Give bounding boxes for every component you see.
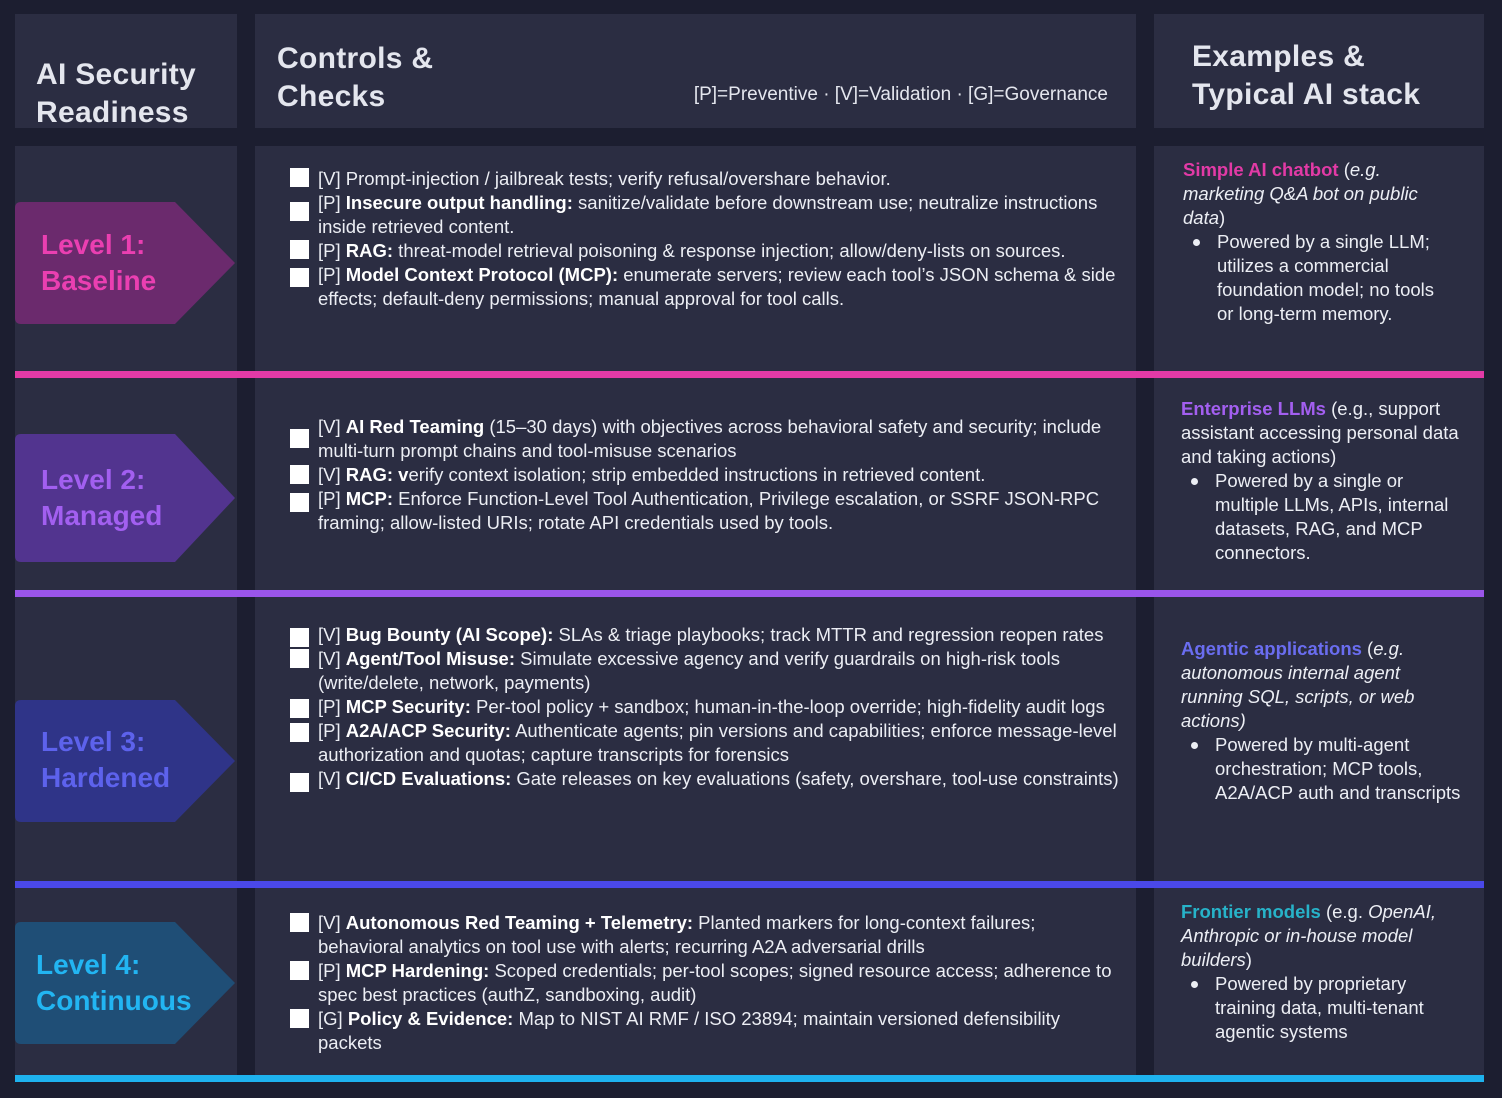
- header-readiness-title: [36, 56, 196, 132]
- level2-example: [1181, 397, 1471, 565]
- separator-level4: [15, 1075, 1484, 1082]
- checkbox-icon[interactable]: [290, 202, 309, 221]
- level2-example-title: [1181, 397, 1471, 469]
- check-tag: [V]: [318, 768, 346, 789]
- example-italic: e.g. marketing Q&A bot on public data: [1183, 159, 1418, 228]
- level1-example-bullet: Powered by a single LLM; utilizes a commercial foundation model; no tools or long-term memory.: [1183, 230, 1453, 326]
- check-tag: [V]: [318, 624, 346, 645]
- level2-badge: [15, 434, 235, 562]
- check-text: Per-tool policy + sandbox; human-in-the-loop override; high-fidelity audit logs: [470, 696, 1105, 717]
- level1-check-1: [290, 167, 1120, 191]
- level3-label-line2: Hardened: [41, 762, 171, 793]
- check-tag: [P]: [318, 696, 346, 717]
- check-text: Planted markers for long-context failures; behavioral analytics on tool use with alerts; recurring A2A adversarial drills: [318, 912, 1036, 957]
- checkbox-icon[interactable]: [290, 168, 309, 187]
- example-highlight: Enterprise LLMs: [1181, 398, 1326, 419]
- checkbox-icon[interactable]: [290, 723, 309, 742]
- checkbox-icon[interactable]: [290, 649, 309, 668]
- level3-example: [1181, 637, 1466, 805]
- check-bold: CI/CD Evaluations:: [345, 768, 512, 789]
- check-text: erify context isolation; strip embedded instructions in retrieved content.: [408, 464, 986, 485]
- check-tag: [P]: [318, 720, 346, 741]
- level3-badge: [15, 700, 235, 822]
- separator-level2: [15, 590, 1484, 597]
- level3-label-line1: Level 3:: [41, 726, 146, 757]
- example-open: (: [1325, 398, 1338, 419]
- check-tag: [P]: [318, 240, 346, 261]
- example-open: (e.g.: [1320, 901, 1369, 922]
- level4-check-3: [290, 1007, 1120, 1055]
- level3-example-bullet: Powered by multi-agent orchestration; MCP tools, A2A/ACP auth and transcripts: [1181, 733, 1466, 805]
- check-tag: [P]: [318, 264, 346, 285]
- check-bold: Model Context Protocol (MCP):: [345, 264, 619, 285]
- checkbox-icon[interactable]: [290, 961, 309, 980]
- example-close: ): [1245, 949, 1252, 970]
- check-bold: Insecure output handling:: [345, 192, 573, 213]
- level2-check-3: [290, 487, 1120, 535]
- level3-check-4: [290, 719, 1120, 767]
- example-italic: e.g. autonomous internal agent running SQL, scripts, or web actions): [1181, 638, 1415, 731]
- header-readiness-line1: AI Security: [36, 58, 197, 91]
- checkbox-icon[interactable]: [290, 465, 309, 484]
- level4-check-2: [290, 959, 1120, 1007]
- header-readiness-panel: [15, 14, 237, 128]
- check-bold: Autonomous Red Teaming + Telemetry:: [345, 912, 694, 933]
- level1-badge: [15, 202, 235, 324]
- check-tag: [V]: [318, 912, 346, 933]
- level2-check-1: [290, 415, 1120, 463]
- check-bold: Policy & Evidence:: [347, 1008, 514, 1029]
- check-bold: RAG:: [345, 240, 394, 261]
- check-text: threat-model retrieval poisoning & response injection; allow/deny-lists on sources.: [393, 240, 1066, 261]
- level3-checks: [290, 623, 1120, 791]
- level4-badge: [15, 922, 235, 1044]
- check-tag: [G]: [318, 1008, 348, 1029]
- checkbox-icon[interactable]: [290, 1009, 309, 1028]
- example-highlight: Frontier models: [1181, 901, 1321, 922]
- separator-level3: [15, 881, 1484, 888]
- checkbox-icon[interactable]: [290, 493, 309, 512]
- check-text: Simulate excessive agency and verify guardrails on high-risk tools (write/delete, network, payments): [318, 648, 1060, 693]
- check-bold: A2A/ACP Security:: [345, 720, 511, 741]
- legend-text: [P]=Preventive · [V]=Validation · [G]=Governance: [693, 84, 1108, 105]
- example-highlight: Agentic applications: [1181, 638, 1362, 659]
- level2-label-line2: Managed: [41, 500, 163, 531]
- level4-label: [36, 947, 192, 1019]
- check-bold: Agent/Tool Misuse:: [345, 648, 516, 669]
- checkbox-icon[interactable]: [290, 699, 309, 718]
- level1-check-2: [290, 191, 1120, 239]
- example-close: ): [1330, 446, 1337, 467]
- check-text: sanitize/validate before downstream use; neutralize instructions inside retrieved content.: [318, 192, 1098, 237]
- level1-example-title: [1183, 158, 1453, 230]
- level2-label-line1: Level 2:: [41, 464, 146, 495]
- check-text: enumerate servers; review each tool’s JSON schema & side effects; default-deny permissions; manual approval for tool calls.: [318, 264, 1116, 309]
- check-text: Scoped credentials; per-tool scopes; signed resource access; adherence to spec best practices (authZ, sandboxing, audit): [318, 960, 1112, 1005]
- check-tag: [V]: [318, 464, 346, 485]
- check-tag: [P]: [318, 960, 346, 981]
- checkbox-icon[interactable]: [290, 913, 309, 932]
- level4-label-line2: Continuous: [36, 985, 192, 1016]
- level1-label-line2: Baseline: [41, 265, 157, 296]
- level1-example: [1183, 158, 1453, 326]
- level2-checks: [290, 415, 1120, 535]
- level3-label: [41, 724, 170, 796]
- header-examples-line2: Typical AI stack: [1192, 78, 1421, 111]
- level1-label-line1: Level 1:: [41, 229, 146, 260]
- check-tag: [P]: [318, 192, 346, 213]
- level4-label-line1: Level 4:: [36, 949, 141, 980]
- header-examples-title: [1192, 38, 1420, 114]
- level4-example-bullet: Powered by proprietary training data, multi-tenant agentic systems: [1181, 972, 1471, 1044]
- check-text: Map to NIST AI RMF / ISO 23894; maintain versioned defensibility packets: [318, 1008, 1061, 1053]
- level2-label: [41, 462, 162, 534]
- level3-check-5: [290, 767, 1120, 791]
- check-text: SLAs & triage playbooks; track MTTR and regression reopen rates: [553, 624, 1104, 645]
- check-tag: [V]: [318, 168, 346, 189]
- check-bold: Bug Bounty (AI Scope):: [345, 624, 554, 645]
- level2-check-2: [290, 463, 1120, 487]
- separator-level1: [15, 371, 1484, 378]
- checkbox-icon[interactable]: [290, 773, 309, 792]
- check-bold: MCP:: [345, 488, 394, 509]
- check-tag: [P]: [318, 488, 346, 509]
- level1-check-3: [290, 239, 1120, 263]
- check-bold: RAG: v: [345, 464, 409, 485]
- level3-example-title: [1181, 637, 1466, 733]
- checkbox-icon[interactable]: [290, 429, 309, 448]
- level1-check-4: [290, 263, 1120, 311]
- level1-checks: [290, 167, 1120, 311]
- check-text: Authenticate agents; pin versions and capabilities; enforce message-level authorization and quotas; capture transcripts for forensics: [318, 720, 1117, 765]
- checkbox-icon[interactable]: [290, 268, 309, 287]
- level4-example-title: [1181, 900, 1471, 972]
- header-examples-line1: Examples &: [1192, 40, 1366, 73]
- header-examples-panel: [1154, 14, 1484, 128]
- check-bold: MCP Hardening:: [345, 960, 490, 981]
- example-highlight: Simple AI chatbot: [1183, 159, 1339, 180]
- level3-check-3: [290, 695, 1120, 719]
- example-open: (: [1338, 159, 1350, 180]
- check-text: Enforce Function-Level Tool Authentication, Privilege escalation, or SSRF JSON-RPC framing; allow-listed URIs; rotate API credentials used by tools.: [318, 488, 1100, 533]
- example-close: ): [1219, 207, 1226, 228]
- example-italic: OpenAI, Anthropic or in-house model builders: [1181, 901, 1437, 970]
- example-open: (: [1361, 638, 1374, 659]
- level4-check-1: [290, 911, 1120, 959]
- checkbox-icon[interactable]: [290, 240, 309, 259]
- example-plain: e.g., support assistant accessing personal data and taking actions: [1181, 398, 1459, 467]
- header-controls-line1: Controls &: [277, 42, 434, 75]
- check-tag: [V]: [318, 648, 346, 669]
- check-text: Gate releases on key evaluations (safety, overshare, tool-use constraints): [511, 768, 1119, 789]
- header-controls-title: [277, 40, 433, 116]
- level2-example-bullet: Powered by a single or multiple LLMs, APIs, internal datasets, RAG, and MCP connectors.: [1181, 469, 1471, 565]
- level4-example: [1181, 900, 1471, 1044]
- level3-check-2: [290, 647, 1120, 695]
- check-tag: [V]: [318, 416, 346, 437]
- check-bold: AI Red Teaming: [345, 416, 485, 437]
- level4-checks: [290, 911, 1120, 1055]
- header-controls-line2: Checks: [277, 80, 386, 113]
- check-text: Prompt-injection / jailbreak tests; verify refusal/overshare behavior.: [345, 168, 891, 189]
- level1-label: [41, 227, 156, 299]
- checkbox-icon[interactable]: [290, 628, 309, 647]
- level3-check-1: [290, 623, 1120, 647]
- header-controls-panel: [255, 14, 1136, 128]
- header-readiness-line2: Readiness: [36, 96, 189, 129]
- check-bold: MCP Security:: [345, 696, 471, 717]
- check-text: (15–30 days) with objectives across behavioral safety and security; include multi-turn prompt chains and tool-misuse scenarios: [318, 416, 1102, 461]
